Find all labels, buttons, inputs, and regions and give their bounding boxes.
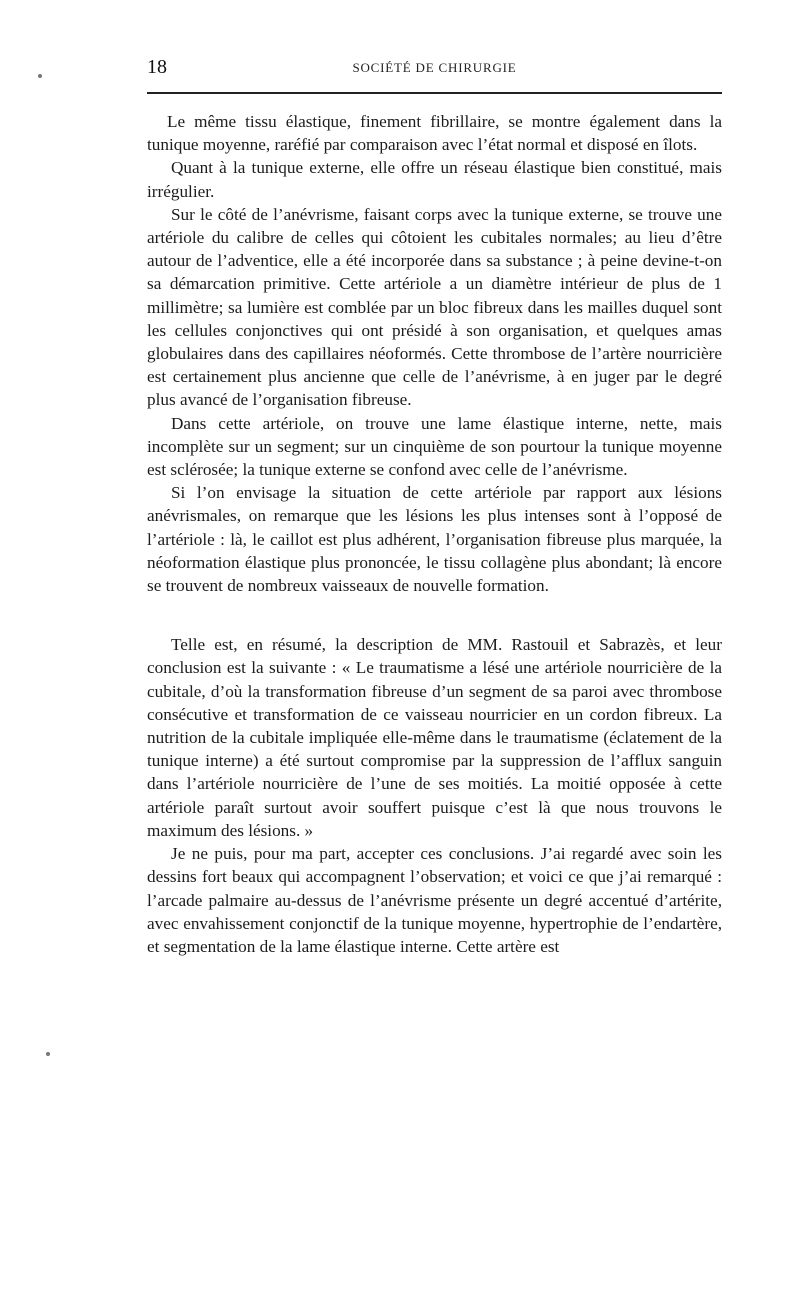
- paragraph-4: Dans cette artériole, on trouve une lame élastique interne, nette, mais incomplète sur un segment; sur un cinquième de son pourtour la tunique moyenne est sclérosée; la tunique externe se confond avec celle de l’anévrisme.: [147, 413, 722, 480]
- section-gap: [147, 597, 722, 633]
- paragraph-6: Telle est, en résumé, la description de MM. Rastouil et Sabrazès, et leur conclusion est la suivante : « Le traumatisme a lésé une artériole nourricière de la cubitale, d’où la transformation fibreuse d’un segment de sa paroi avec thrombose consécutive et transformation de ce vaisseau nourricier en un cordon fibreux. La nutrition de la cubitale impliquée elle-même dans le traumatisme (éclatement de la tunique interne) a été surtout compromise par la suppression de l’afflux sanguin dans l’artériole nourricière de l’une de ses moitiés. La moitié opposée à cette artériole paraît surtout avoir souffert puisque c’est là que nous trouvons le maximum des lésions. »: [147, 635, 722, 840]
- paragraph-1: Le même tissu élastique, finement fibrillaire, se montre également dans la tunique moyenne, raréfié par comparaison avec l’état normal et disposé en îlots.: [147, 112, 722, 155]
- header-rule: [147, 92, 722, 94]
- paragraph-5: Si l’on envisage la situation de cette artériole par rapport aux lésions anévrismales, on remarque que les lésions les plus intenses sont à l’opposé de l’artériole : là, le caillot est plus adhérent, l’organisation fibreuse plus marquée, la néoformation élastique plus prononcée, le tissu collagène plus abondant; là encore se trouvent de nombreux vaisseaux de nouvelle formation.: [147, 483, 722, 596]
- print-speck: [38, 74, 42, 78]
- running-head: SOCIÉTÉ DE CHIRURGIE: [352, 60, 517, 75]
- paragraph-7: Je ne puis, pour ma part, accepter ces conclusions. J’ai regardé avec soin les dessins fort beaux qui accompagnent l’observation; et voici ce que j’ai remarqué : l’arcade palmaire au-dessus de l’anévrisme présente un degré accentué d’artérite, avec envahissement conjonctif de la tunique moyenne, hypertrophie de l’endartère, et segmentation de la lame élastique interne. Cette artère est: [147, 844, 722, 956]
- page-header: [147, 56, 722, 80]
- paragraph-2: Quant à la tunique externe, elle offre un réseau élastique bien constitué, mais irrégulier.: [147, 158, 722, 201]
- page-number: 18: [147, 56, 167, 78]
- paragraph-3: Sur le côté de l’anévrisme, faisant corps avec la tunique externe, se trouve une artériole du calibre de celles qui côtoient les cubitales normales; au lieu d’être autour de l’adventice, elle a été incorporée dans sa substance ; à peine devine-t-on sa démarcation primitive. Cette artériole a un diamètre intérieur de plus de 1 millimètre; sa lumière est comblée par un bloc fibreux dans les mailles duquel sont les cellules conjonctives qui ont présidé à son organisation, et quelques amas globulaires dans des capillaires néoformés. Cette thrombose de l’artère nourricière est certainement plus ancienne que celle de l’anévrisme, à en juger par le degré plus avancé de l’organisation fibreuse.: [147, 204, 722, 410]
- body-text: [147, 110, 722, 958]
- print-speck: [46, 1052, 50, 1056]
